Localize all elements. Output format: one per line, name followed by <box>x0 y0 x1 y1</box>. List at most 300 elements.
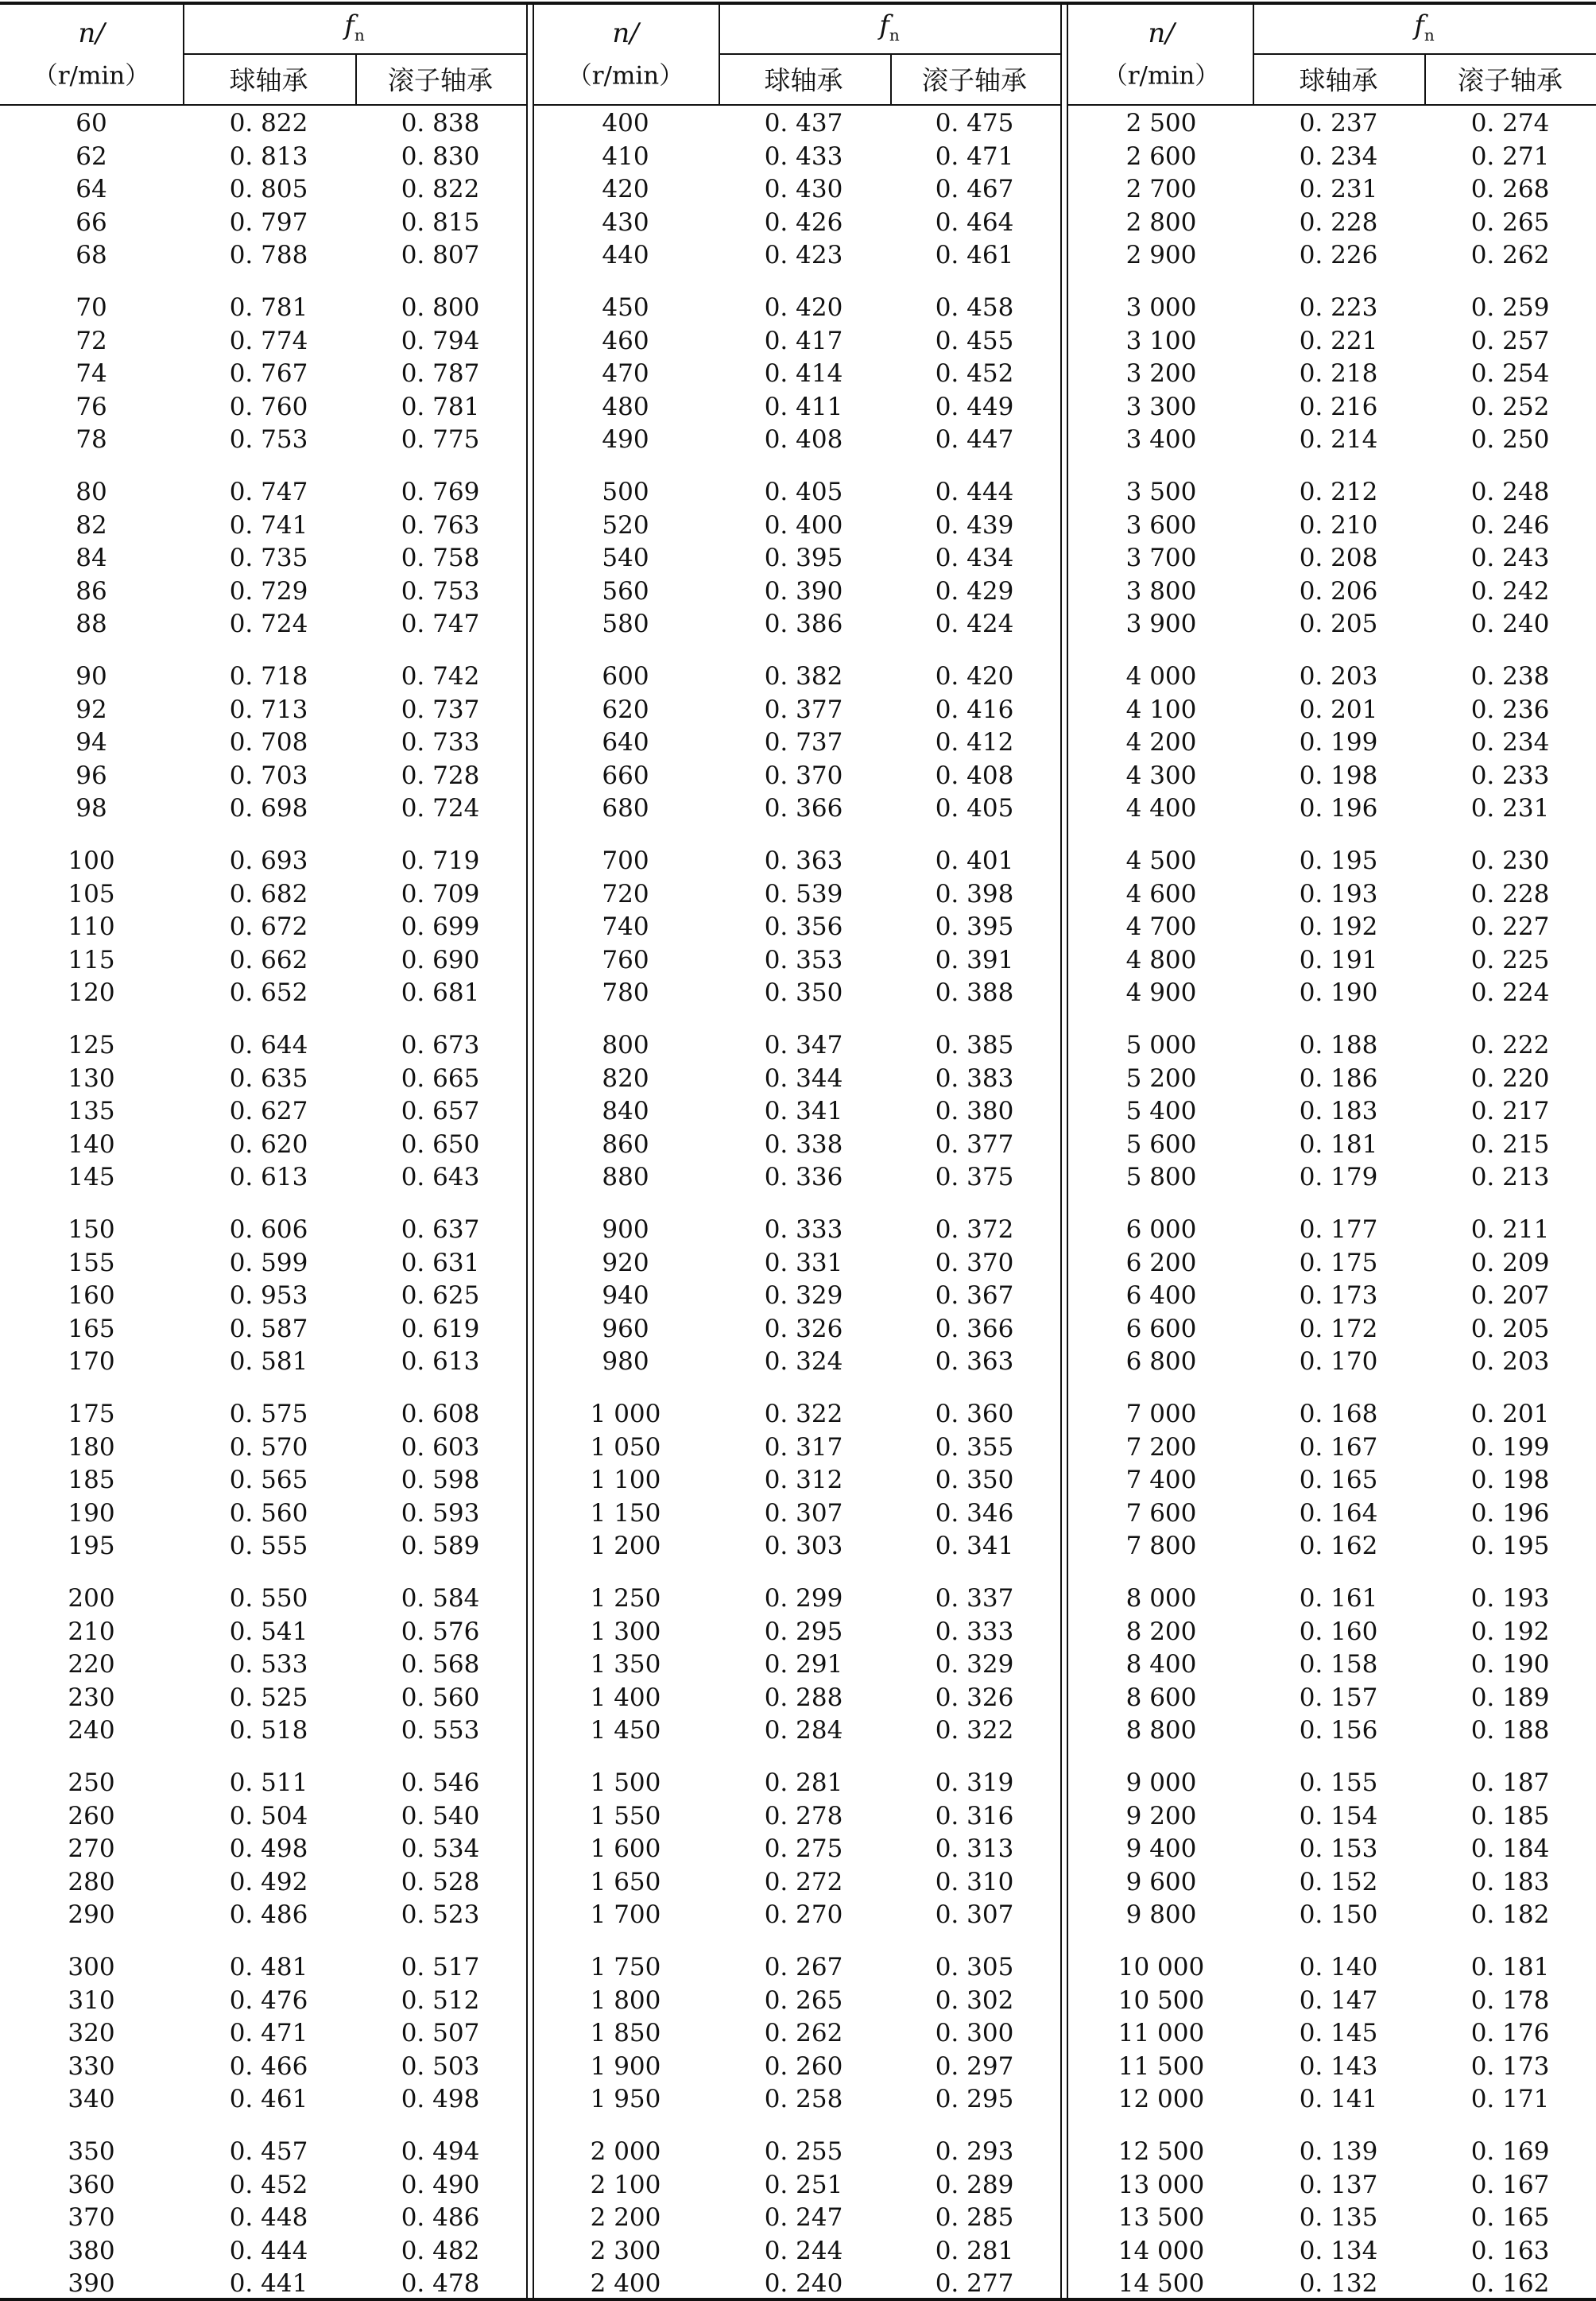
ball-factor-cell: 0. 177 <box>1299 1215 1378 1244</box>
speed-cell: 450 <box>602 293 649 322</box>
ball-factor-cell: 0. 693 <box>229 846 308 875</box>
roller-factor-cell: 0. 201 <box>1470 1400 1550 1428</box>
speed-cell: 4 000 <box>1125 662 1197 691</box>
roller-factor-cell: 0. 346 <box>935 1498 1014 1528</box>
roller-factor-cell: 0. 434 <box>935 544 1014 573</box>
roller-factor-cell: 0. 401 <box>935 846 1014 875</box>
roller-factor-cell: 0. 162 <box>1470 2269 1550 2299</box>
ball-factor-cell: 0. 288 <box>764 1683 843 1712</box>
speed-cell: 270 <box>68 1834 115 1864</box>
speed-cell: 105 <box>68 879 115 908</box>
ball-factor-cell: 0. 366 <box>764 794 843 823</box>
ball-factor-cell: 0. 953 <box>229 1281 308 1311</box>
speed-cell: 300 <box>68 1953 115 1981</box>
speed-cell: 3 700 <box>1125 544 1197 573</box>
ball-factor-cell: 0. 139 <box>1299 2137 1378 2166</box>
speed-cell: 9 200 <box>1125 1801 1197 1830</box>
speed-cell: 3 900 <box>1125 610 1197 639</box>
roller-factor-cell: 0. 254 <box>1470 359 1550 389</box>
speed-cell: 125 <box>68 1031 115 1059</box>
roller-factor-cell: 0. 322 <box>935 1716 1014 1745</box>
speed-cell: 82 <box>76 510 107 540</box>
speed-cell: 1 950 <box>590 2085 661 2114</box>
roller-factor-cell: 0. 222 <box>1470 1031 1550 1059</box>
roller-factor-cell: 0. 173 <box>1470 2051 1550 2081</box>
speed-cell: 680 <box>602 794 649 823</box>
roller-factor-cell: 0. 187 <box>1470 1768 1550 1797</box>
speed-cell: 11 000 <box>1118 2019 1205 2048</box>
speed-cell: 740 <box>602 912 649 942</box>
panel-divider <box>533 2 534 2299</box>
ball-factor-cell: 0. 153 <box>1299 1834 1378 1864</box>
roller-factor-cell: 0. 231 <box>1470 794 1550 823</box>
roller-factor-cell: 0. 534 <box>401 1834 480 1864</box>
speed-unit-header: （r/min） <box>567 61 684 91</box>
speed-cell: 7 600 <box>1125 1498 1197 1528</box>
speed-cell: 470 <box>602 359 649 389</box>
factor-header <box>1414 10 1434 45</box>
speed-cell: 14 000 <box>1118 2236 1205 2265</box>
ball-factor-cell: 0. 492 <box>229 1867 308 1896</box>
roller-factor-cell: 0. 449 <box>935 392 1014 421</box>
ball-factor-cell: 0. 386 <box>764 610 843 639</box>
roller-factor-cell: 0. 391 <box>935 945 1014 974</box>
ball-factor-cell: 0. 353 <box>764 945 843 974</box>
factor-symbol: f <box>1414 10 1424 42</box>
roller-factor-cell: 0. 295 <box>935 2085 1014 2114</box>
roller-factor-cell: 0. 316 <box>935 1801 1014 1830</box>
ball-factor-cell: 0. 247 <box>764 2203 843 2233</box>
roller-factor-cell: 0. 305 <box>935 1953 1014 1981</box>
speed-cell: 120 <box>68 978 115 1008</box>
ball-factor-cell: 0. 275 <box>764 1834 843 1864</box>
speed-cell: 980 <box>602 1347 649 1377</box>
roller-factor-cell: 0. 625 <box>401 1281 480 1311</box>
roller-factor-cell: 0. 461 <box>935 241 1014 270</box>
roller-factor-cell: 0. 593 <box>401 1498 480 1528</box>
speed-cell: 6 200 <box>1125 1248 1197 1277</box>
speed-cell: 860 <box>602 1129 649 1159</box>
speed-cell: 780 <box>602 978 649 1008</box>
ball-factor-cell: 0. 255 <box>764 2137 843 2166</box>
roller-factor-cell: 0. 690 <box>401 945 480 974</box>
roller-factor-cell: 0. 665 <box>401 1063 480 1093</box>
speed-cell: 4 600 <box>1125 879 1197 908</box>
speed-cell: 4 400 <box>1125 794 1197 823</box>
header-bottom-rule <box>0 104 526 106</box>
speed-cell: 1 350 <box>590 1650 661 1679</box>
roller-factor-cell: 0. 363 <box>935 1347 1014 1377</box>
roller-factor-cell: 0. 189 <box>1470 1683 1550 1712</box>
speed-cell: 1 750 <box>590 1953 661 1981</box>
ball-factor-cell: 0. 160 <box>1299 1617 1378 1646</box>
ball-factor-cell: 0. 504 <box>229 1801 308 1830</box>
roller-factor-cell: 0. 193 <box>1470 1584 1550 1613</box>
speed-cell: 330 <box>68 2051 115 2081</box>
roller-factor-cell: 0. 350 <box>935 1466 1014 1495</box>
roller-factor-cell: 0. 188 <box>1470 1716 1550 1745</box>
roller-factor-cell: 0. 236 <box>1470 695 1550 724</box>
speed-cell: 430 <box>602 207 649 237</box>
speed-cell: 2 200 <box>590 2203 661 2233</box>
roller-factor-cell: 0. 498 <box>401 2085 480 2114</box>
ball-bearing-header: 球轴承 <box>1299 64 1378 96</box>
speed-cell: 720 <box>602 879 649 908</box>
roller-factor-cell: 0. 528 <box>401 1867 480 1896</box>
ball-factor-cell: 0. 813 <box>229 141 308 171</box>
ball-factor-cell: 0. 781 <box>229 293 308 322</box>
roller-factor-cell: 0. 233 <box>1470 761 1550 790</box>
ball-factor-cell: 0. 165 <box>1299 1466 1378 1495</box>
ball-factor-cell: 0. 411 <box>764 392 843 421</box>
speed-cell: 12 000 <box>1118 2085 1205 2114</box>
speed-cell: 370 <box>68 2203 115 2233</box>
speed-cell: 1 650 <box>590 1867 661 1896</box>
roller-factor-cell: 0. 277 <box>935 2269 1014 2299</box>
speed-cell: 60 <box>76 109 107 138</box>
ball-factor-cell: 0. 303 <box>764 1532 843 1561</box>
speed-cell: 195 <box>68 1532 115 1561</box>
ball-factor-cell: 0. 317 <box>764 1432 843 1462</box>
roller-factor-cell: 0. 517 <box>401 1953 480 1981</box>
factor-subscript: n <box>354 25 365 45</box>
panel-divider <box>1067 2 1068 2299</box>
ball-factor-cell: 0. 270 <box>764 1900 843 1930</box>
roller-factor-cell: 0. 355 <box>935 1432 1014 1462</box>
roller-factor-cell: 0. 758 <box>401 544 480 573</box>
speed-unit-header: （r/min） <box>33 61 150 91</box>
roller-factor-cell: 0. 619 <box>401 1314 480 1343</box>
roller-factor-cell: 0. 285 <box>935 2203 1014 2233</box>
ball-factor-cell: 0. 417 <box>764 326 843 355</box>
ball-factor-cell: 0. 147 <box>1299 1985 1378 2015</box>
speed-cell: 1 000 <box>590 1400 661 1428</box>
roller-factor-cell: 0. 429 <box>935 576 1014 606</box>
speed-cell: 360 <box>68 2170 115 2199</box>
roller-factor-cell: 0. 699 <box>401 912 480 942</box>
column-divider <box>1424 53 1426 104</box>
speed-cell: 74 <box>76 359 107 389</box>
roller-factor-cell: 0. 444 <box>935 478 1014 506</box>
ball-factor-cell: 0. 405 <box>764 478 843 506</box>
roller-bearing-header: 滚子轴承 <box>388 64 493 96</box>
speed-cell: 2 400 <box>590 2269 661 2299</box>
speed-cell: 9 600 <box>1125 1867 1197 1896</box>
ball-factor-cell: 0. 437 <box>764 109 843 138</box>
speed-cell: 1 300 <box>590 1617 661 1646</box>
roller-factor-cell: 0. 176 <box>1470 2019 1550 2048</box>
factor-header <box>879 10 899 45</box>
factor-header-rule <box>719 53 1060 55</box>
header-bottom-rule <box>534 104 1060 106</box>
ball-factor-cell: 0. 539 <box>764 879 843 908</box>
roller-factor-cell: 0. 259 <box>1470 293 1550 322</box>
speed-cell: 2 100 <box>590 2170 661 2199</box>
roller-factor-cell: 0. 709 <box>401 879 480 908</box>
panel-divider <box>1060 2 1062 2299</box>
speed-cell: 13 500 <box>1118 2203 1205 2233</box>
table-top-rule <box>0 2 1596 5</box>
roller-factor-cell: 0. 395 <box>935 912 1014 942</box>
roller-factor-cell: 0. 248 <box>1470 478 1550 506</box>
speed-cell: 520 <box>602 510 649 540</box>
speed-cell: 3 200 <box>1125 359 1197 389</box>
ball-factor-cell: 0. 400 <box>764 510 843 540</box>
ball-factor-cell: 0. 575 <box>229 1400 308 1428</box>
roller-factor-cell: 0. 240 <box>1470 610 1550 639</box>
speed-cell: 480 <box>602 392 649 421</box>
roller-factor-cell: 0. 207 <box>1470 1281 1550 1311</box>
roller-factor-cell: 0. 190 <box>1470 1650 1550 1679</box>
roller-factor-cell: 0. 560 <box>401 1683 480 1712</box>
ball-factor-cell: 0. 350 <box>764 978 843 1008</box>
speed-cell: 5 800 <box>1125 1163 1197 1192</box>
ball-factor-cell: 0. 644 <box>229 1031 308 1059</box>
ball-factor-cell: 0. 272 <box>764 1867 843 1896</box>
ball-factor-cell: 0. 581 <box>229 1347 308 1377</box>
speed-header: n/ <box>1148 17 1175 49</box>
ball-factor-cell: 0. 208 <box>1299 544 1378 573</box>
ball-factor-cell: 0. 186 <box>1299 1063 1378 1093</box>
roller-factor-cell: 0. 230 <box>1470 846 1550 875</box>
ball-factor-cell: 0. 244 <box>764 2236 843 2265</box>
factor-symbol: f <box>344 10 354 42</box>
roller-factor-cell: 0. 424 <box>935 610 1014 639</box>
speed-cell: 145 <box>68 1163 115 1192</box>
roller-factor-cell: 0. 185 <box>1470 1801 1550 1830</box>
roller-factor-cell: 0. 650 <box>401 1129 480 1159</box>
panel-divider <box>526 2 528 2299</box>
roller-factor-cell: 0. 584 <box>401 1584 480 1613</box>
ball-factor-cell: 0. 143 <box>1299 2051 1378 2081</box>
roller-factor-cell: 0. 830 <box>401 141 480 171</box>
ball-factor-cell: 0. 652 <box>229 978 308 1008</box>
ball-factor-cell: 0. 713 <box>229 695 308 724</box>
roller-factor-cell: 0. 183 <box>1470 1867 1550 1896</box>
ball-factor-cell: 0. 747 <box>229 478 308 506</box>
ball-factor-cell: 0. 476 <box>229 1985 308 2015</box>
ball-factor-cell: 0. 729 <box>229 576 308 606</box>
speed-cell: 72 <box>76 326 107 355</box>
speed-cell: 8 400 <box>1125 1650 1197 1679</box>
ball-factor-cell: 0. 135 <box>1299 2203 1378 2233</box>
speed-cell: 78 <box>76 425 107 455</box>
ball-factor-cell: 0. 183 <box>1299 1097 1378 1126</box>
speed-cell: 170 <box>68 1347 115 1377</box>
speed-cell: 8 200 <box>1125 1617 1197 1646</box>
speed-cell: 1 600 <box>590 1834 661 1864</box>
ball-factor-cell: 0. 216 <box>1299 392 1378 421</box>
ball-factor-cell: 0. 356 <box>764 912 843 942</box>
header-bottom-rule <box>1068 104 1596 106</box>
roller-factor-cell: 0. 265 <box>1470 207 1550 237</box>
column-divider <box>183 2 184 104</box>
ball-factor-cell: 0. 158 <box>1299 1650 1378 1679</box>
roller-factor-cell: 0. 302 <box>935 1985 1014 2015</box>
roller-factor-cell: 0. 408 <box>935 761 1014 790</box>
ball-factor-cell: 0. 134 <box>1299 2236 1378 2265</box>
roller-factor-cell: 0. 215 <box>1470 1129 1550 1159</box>
ball-factor-cell: 0. 322 <box>764 1400 843 1428</box>
speed-cell: 90 <box>76 662 107 691</box>
ball-factor-cell: 0. 481 <box>229 1953 308 1981</box>
ball-factor-cell: 0. 753 <box>229 425 308 455</box>
speed-cell: 180 <box>68 1432 115 1462</box>
ball-factor-cell: 0. 613 <box>229 1163 308 1192</box>
speed-cell: 540 <box>602 544 649 573</box>
ball-factor-cell: 0. 210 <box>1299 510 1378 540</box>
roller-factor-cell: 0. 439 <box>935 510 1014 540</box>
roller-factor-cell: 0. 234 <box>1470 728 1550 757</box>
roller-factor-cell: 0. 337 <box>935 1584 1014 1613</box>
roller-factor-cell: 0. 603 <box>401 1432 480 1462</box>
speed-cell: 7 000 <box>1125 1400 1197 1428</box>
speed-cell: 420 <box>602 175 649 204</box>
ball-factor-cell: 0. 205 <box>1299 610 1378 639</box>
speed-cell: 8 800 <box>1125 1716 1197 1745</box>
ball-factor-cell: 0. 329 <box>764 1281 843 1311</box>
speed-cell: 460 <box>602 326 649 355</box>
ball-factor-cell: 0. 555 <box>229 1532 308 1561</box>
speed-cell: 9 400 <box>1125 1834 1197 1864</box>
ball-factor-cell: 0. 240 <box>764 2269 843 2299</box>
roller-factor-cell: 0. 608 <box>401 1400 480 1428</box>
roller-factor-cell: 0. 243 <box>1470 544 1550 573</box>
speed-cell: 1 900 <box>590 2051 661 2081</box>
factor-subscript: n <box>889 25 900 45</box>
roller-factor-cell: 0. 753 <box>401 576 480 606</box>
roller-factor-cell: 0. 307 <box>935 1900 1014 1930</box>
roller-factor-cell: 0. 297 <box>935 2051 1014 2081</box>
roller-factor-cell: 0. 205 <box>1470 1314 1550 1343</box>
speed-cell: 130 <box>68 1063 115 1093</box>
ball-factor-cell: 0. 698 <box>229 794 308 823</box>
roller-factor-cell: 0. 169 <box>1470 2137 1550 2166</box>
roller-factor-cell: 0. 310 <box>935 1867 1014 1896</box>
speed-cell: 800 <box>602 1031 649 1059</box>
ball-factor-cell: 0. 170 <box>1299 1347 1378 1377</box>
roller-factor-cell: 0. 209 <box>1470 1248 1550 1277</box>
roller-factor-cell: 0. 252 <box>1470 392 1550 421</box>
speed-cell: 7 800 <box>1125 1532 1197 1561</box>
ball-factor-cell: 0. 193 <box>1299 879 1378 908</box>
roller-factor-cell: 0. 375 <box>935 1163 1014 1192</box>
ball-factor-cell: 0. 525 <box>229 1683 308 1712</box>
roller-factor-cell: 0. 203 <box>1470 1347 1550 1377</box>
ball-factor-cell: 0. 218 <box>1299 359 1378 389</box>
roller-factor-cell: 0. 313 <box>935 1834 1014 1864</box>
speed-cell: 8 000 <box>1125 1584 1197 1613</box>
factor-symbol: f <box>879 10 889 42</box>
roller-factor-cell: 0. 281 <box>935 2236 1014 2265</box>
ball-factor-cell: 0. 672 <box>229 912 308 942</box>
ball-factor-cell: 0. 457 <box>229 2137 308 2166</box>
speed-cell: 4 500 <box>1125 846 1197 875</box>
speed-cell: 7 400 <box>1125 1466 1197 1495</box>
ball-factor-cell: 0. 377 <box>764 695 843 724</box>
roller-factor-cell: 0. 372 <box>935 1215 1014 1244</box>
ball-factor-cell: 0. 662 <box>229 945 308 974</box>
ball-factor-cell: 0. 262 <box>764 2019 843 2048</box>
ball-factor-cell: 0. 420 <box>764 293 843 322</box>
speed-cell: 88 <box>76 610 107 639</box>
roller-factor-cell: 0. 341 <box>935 1532 1014 1561</box>
speed-cell: 92 <box>76 695 107 724</box>
roller-factor-cell: 0. 182 <box>1470 1900 1550 1930</box>
ball-factor-cell: 0. 606 <box>229 1215 308 1244</box>
speed-cell: 9 800 <box>1125 1900 1197 1930</box>
ball-factor-cell: 0. 486 <box>229 1900 308 1930</box>
roller-factor-cell: 0. 224 <box>1470 978 1550 1008</box>
ball-factor-cell: 0. 179 <box>1299 1163 1378 1192</box>
ball-factor-cell: 0. 395 <box>764 544 843 573</box>
speed-cell: 310 <box>68 1985 115 2015</box>
speed-cell: 6 600 <box>1125 1314 1197 1343</box>
speed-cell: 14 500 <box>1118 2269 1205 2299</box>
ball-factor-cell: 0. 627 <box>229 1097 308 1126</box>
ball-factor-cell: 0. 735 <box>229 544 308 573</box>
speed-cell: 820 <box>602 1063 649 1093</box>
speed-cell: 1 500 <box>590 1768 661 1797</box>
ball-factor-cell: 0. 157 <box>1299 1683 1378 1712</box>
roller-factor-cell: 0. 471 <box>935 141 1014 171</box>
speed-cell: 760 <box>602 945 649 974</box>
ball-factor-cell: 0. 192 <box>1299 912 1378 942</box>
roller-factor-cell: 0. 326 <box>935 1683 1014 1712</box>
speed-cell: 620 <box>602 695 649 724</box>
ball-factor-cell: 0. 741 <box>229 510 308 540</box>
ball-factor-cell: 0. 203 <box>1299 662 1378 691</box>
ball-factor-cell: 0. 175 <box>1299 1248 1378 1277</box>
roller-factor-cell: 0. 490 <box>401 2170 480 2199</box>
speed-cell: 62 <box>76 141 107 171</box>
ball-factor-cell: 0. 201 <box>1299 695 1378 724</box>
roller-factor-cell: 0. 807 <box>401 241 480 270</box>
speed-cell: 98 <box>76 794 107 823</box>
roller-factor-cell: 0. 178 <box>1470 1985 1550 2015</box>
speed-cell: 94 <box>76 728 107 757</box>
speed-cell: 3 000 <box>1125 293 1197 322</box>
speed-cell: 260 <box>68 1801 115 1830</box>
ball-factor-cell: 0. 441 <box>229 2269 308 2299</box>
ball-factor-cell: 0. 341 <box>764 1097 843 1126</box>
ball-factor-cell: 0. 737 <box>764 728 843 757</box>
ball-factor-cell: 0. 570 <box>229 1432 308 1462</box>
ball-factor-cell: 0. 390 <box>764 576 843 606</box>
speed-cell: 350 <box>68 2137 115 2166</box>
speed-cell: 175 <box>68 1400 115 1428</box>
speed-cell: 920 <box>602 1248 649 1277</box>
roller-factor-cell: 0. 781 <box>401 392 480 421</box>
speed-cell: 290 <box>68 1900 115 1930</box>
speed-cell: 100 <box>68 846 115 875</box>
ball-factor-cell: 0. 231 <box>1299 175 1378 204</box>
speed-cell: 4 200 <box>1125 728 1197 757</box>
roller-factor-cell: 0. 416 <box>935 695 1014 724</box>
column-divider <box>1253 2 1254 104</box>
ball-factor-cell: 0. 199 <box>1299 728 1378 757</box>
speed-cell: 5 400 <box>1125 1097 1197 1126</box>
speed-cell: 250 <box>68 1768 115 1797</box>
roller-factor-cell: 0. 598 <box>401 1466 480 1495</box>
roller-factor-cell: 0. 293 <box>935 2137 1014 2166</box>
speed-cell: 96 <box>76 761 107 790</box>
roller-factor-cell: 0. 268 <box>1470 175 1550 204</box>
roller-factor-cell: 0. 271 <box>1470 141 1550 171</box>
ball-factor-cell: 0. 718 <box>229 662 308 691</box>
roller-factor-cell: 0. 383 <box>935 1063 1014 1093</box>
roller-factor-cell: 0. 192 <box>1470 1617 1550 1646</box>
